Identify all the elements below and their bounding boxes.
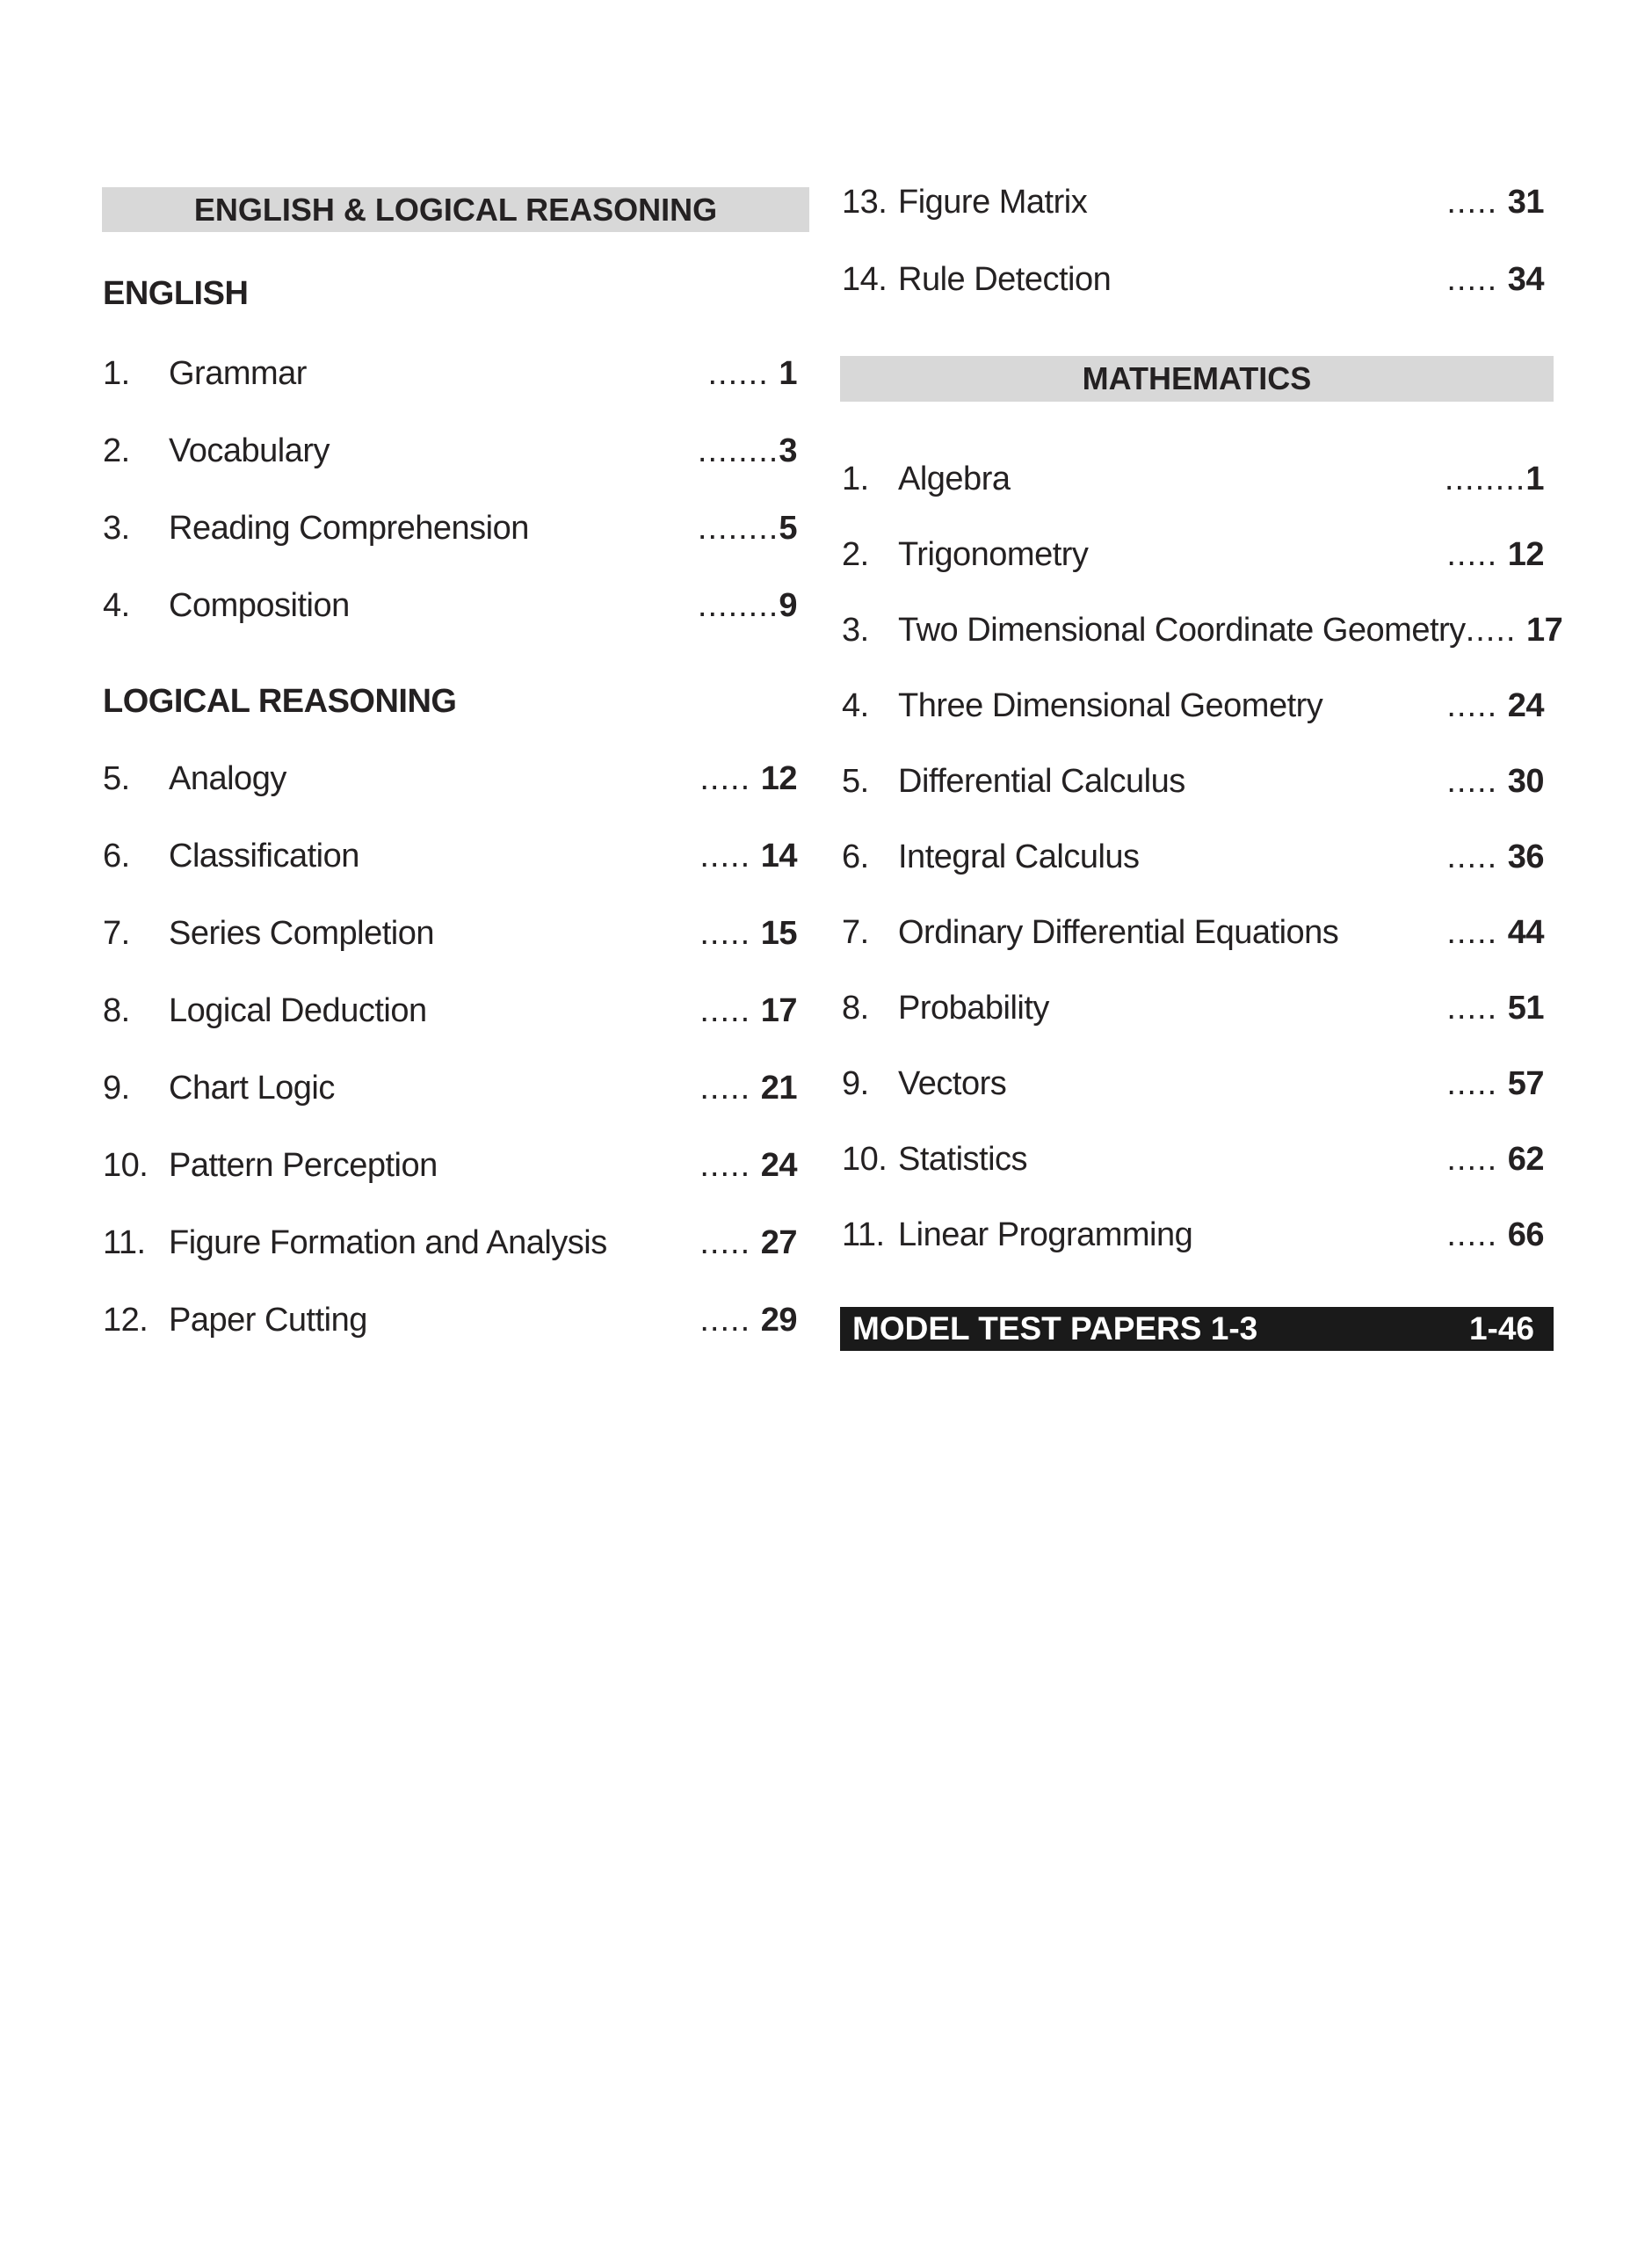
item-label: Ordinary Differential Equations — [898, 914, 1339, 951]
item-number: 6. — [103, 838, 130, 875]
item-number: 1. — [103, 355, 130, 392]
item-label: Logical Deduction — [169, 992, 427, 1029]
item-number: 14. — [842, 261, 888, 298]
dot-leader: ........ — [697, 587, 779, 624]
toc-item — [103, 837, 797, 875]
toc-item — [103, 1146, 797, 1185]
item-number: 3. — [842, 612, 869, 649]
item-label: Series Completion — [169, 915, 434, 952]
item-label: Vocabulary — [169, 432, 330, 469]
item-label: Two Dimensional Coordinate Geometry — [898, 612, 1466, 649]
item-number: 9. — [842, 1065, 869, 1102]
item-number: 7. — [842, 914, 869, 951]
dot-leader: ..... — [1446, 914, 1508, 951]
right-column — [840, 0, 1563, 2250]
page-number: 36 — [1507, 838, 1544, 875]
dot-leader: ..... — [699, 1224, 761, 1261]
item-number: 3. — [103, 510, 130, 547]
item-label: Figure Matrix — [898, 184, 1088, 221]
dot-leader: ..... — [1446, 990, 1508, 1027]
dot-leader: ..... — [1446, 536, 1508, 573]
item-number: 11. — [103, 1224, 146, 1261]
page-number: 24 — [1507, 687, 1544, 724]
page-number: 66 — [1507, 1216, 1544, 1253]
item-label: Probability — [898, 990, 1049, 1027]
group-heading-english: ENGLISH — [103, 275, 249, 312]
toc-item — [103, 759, 797, 798]
page-number: 24 — [760, 1147, 797, 1184]
dot-leader: ........ — [1444, 461, 1526, 497]
dot-leader: ..... — [1446, 261, 1508, 298]
page-number: 62 — [1507, 1141, 1544, 1178]
item-label: Reading Comprehension — [169, 510, 529, 547]
item-number: 5. — [103, 760, 130, 797]
toc-item — [842, 183, 1544, 221]
item-number: 6. — [842, 838, 869, 875]
page-number: 14 — [760, 838, 797, 875]
item-label: Three Dimensional Geometry — [898, 687, 1323, 724]
item-number: 13. — [842, 184, 888, 221]
dot-leader: ..... — [699, 915, 761, 952]
dot-leader: ..... — [699, 1302, 761, 1339]
item-label: Statistics — [898, 1141, 1028, 1178]
item-number: 4. — [103, 587, 130, 624]
item-label: Linear Programming — [898, 1216, 1193, 1253]
item-number: 1. — [842, 461, 869, 497]
model-test-papers-label: MODEL TEST PAPERS 1-3 — [852, 1310, 1258, 1346]
dot-leader: ........ — [697, 432, 779, 469]
section-bar-english-logical-reasoning — [102, 187, 809, 232]
item-label: Paper Cutting — [169, 1302, 367, 1339]
item-number: 12. — [103, 1302, 149, 1339]
item-label: Algebra — [898, 461, 1011, 497]
page-number: 9 — [779, 587, 797, 624]
dot-leader: ..... — [1446, 1216, 1508, 1253]
section-bar-label: MATHEMATICS — [1082, 360, 1312, 396]
page-number: 5 — [779, 510, 797, 547]
page-number: 51 — [1507, 990, 1544, 1027]
toc-item — [103, 1069, 797, 1107]
item-label: Composition — [169, 587, 350, 624]
dot-leader: ..... — [699, 760, 761, 797]
page-number: 3 — [779, 432, 797, 469]
item-number: 11. — [842, 1216, 885, 1253]
model-test-papers-pages: 1-46 — [1468, 1310, 1534, 1346]
dot-leader: ..... — [1446, 687, 1508, 724]
toc-item — [842, 686, 1544, 725]
dot-leader: ..... — [699, 1070, 761, 1107]
dot-leader: ...... — [707, 355, 779, 392]
dot-leader: ..... — [1465, 612, 1527, 649]
page-number: 44 — [1507, 914, 1544, 951]
item-number: 2. — [103, 432, 130, 469]
item-number: 8. — [103, 992, 130, 1029]
item-number: 10. — [842, 1141, 888, 1178]
item-number: 9. — [103, 1070, 130, 1107]
dot-leader: ..... — [1446, 763, 1508, 800]
page-number: 34 — [1507, 261, 1544, 298]
model-test-papers-bar — [840, 1307, 1554, 1351]
toc-item — [842, 913, 1544, 952]
item-label: Differential Calculus — [898, 763, 1185, 800]
page-number: 27 — [760, 1224, 797, 1261]
item-number: 7. — [103, 915, 130, 952]
item-label: Vectors — [898, 1065, 1007, 1102]
item-number: 2. — [842, 536, 869, 573]
item-label: Grammar — [169, 355, 307, 392]
dot-leader: ..... — [699, 1147, 761, 1184]
item-label: Trigonometry — [898, 536, 1089, 573]
page-number: 21 — [760, 1070, 797, 1107]
toc-item — [103, 991, 797, 1030]
page-number: 12 — [760, 760, 797, 797]
item-number: 10. — [103, 1147, 149, 1184]
page-number: 31 — [1507, 184, 1544, 221]
item-label: Figure Formation and Analysis — [169, 1224, 607, 1261]
item-label: Integral Calculus — [898, 838, 1140, 875]
toc-item — [103, 1223, 797, 1262]
toc-item — [842, 260, 1544, 299]
section-bar-mathematics — [840, 356, 1554, 402]
page-number: 15 — [760, 915, 797, 952]
toc-item — [842, 460, 1544, 498]
item-label: Chart Logic — [169, 1070, 335, 1107]
item-number: 8. — [842, 990, 869, 1027]
item-label: Analogy — [169, 760, 286, 797]
toc-item — [842, 989, 1544, 1027]
page-number: 17 — [1526, 612, 1563, 649]
item-label: Pattern Perception — [169, 1147, 438, 1184]
toc-item — [103, 1301, 797, 1339]
page-number: 57 — [1507, 1065, 1544, 1102]
page-number: 12 — [1507, 536, 1544, 573]
page-number: 1 — [779, 355, 797, 392]
toc-item — [842, 535, 1544, 574]
dot-leader: ..... — [1446, 1141, 1508, 1178]
page-number: 17 — [760, 992, 797, 1029]
toc-item — [103, 354, 797, 393]
left-column — [102, 0, 809, 2250]
toc-item — [103, 914, 797, 953]
item-label: Rule Detection — [898, 261, 1112, 298]
dot-leader: ..... — [1446, 838, 1508, 875]
toc-item — [842, 1216, 1544, 1254]
toc-item — [842, 1140, 1544, 1179]
item-number: 4. — [842, 687, 869, 724]
group-heading-logical-reasoning: LOGICAL REASONING — [103, 683, 457, 720]
page-number: 29 — [760, 1302, 797, 1339]
dot-leader: ........ — [697, 510, 779, 547]
dot-leader: ..... — [699, 838, 761, 875]
section-bar-label: ENGLISH & LOGICAL REASONING — [193, 192, 718, 228]
toc-item — [842, 838, 1544, 876]
toc-item — [103, 586, 797, 625]
item-label: Classification — [169, 838, 359, 875]
toc-item — [842, 611, 1563, 650]
toc-item — [103, 509, 797, 548]
page-number: 30 — [1507, 763, 1544, 800]
toc-item — [842, 762, 1544, 801]
toc-item — [103, 432, 797, 470]
dot-leader: ..... — [1446, 1065, 1508, 1102]
page-number: 1 — [1525, 461, 1544, 497]
toc-item — [842, 1064, 1544, 1103]
dot-leader: ..... — [699, 992, 761, 1029]
item-number: 5. — [842, 763, 869, 800]
dot-leader: ..... — [1446, 184, 1508, 221]
